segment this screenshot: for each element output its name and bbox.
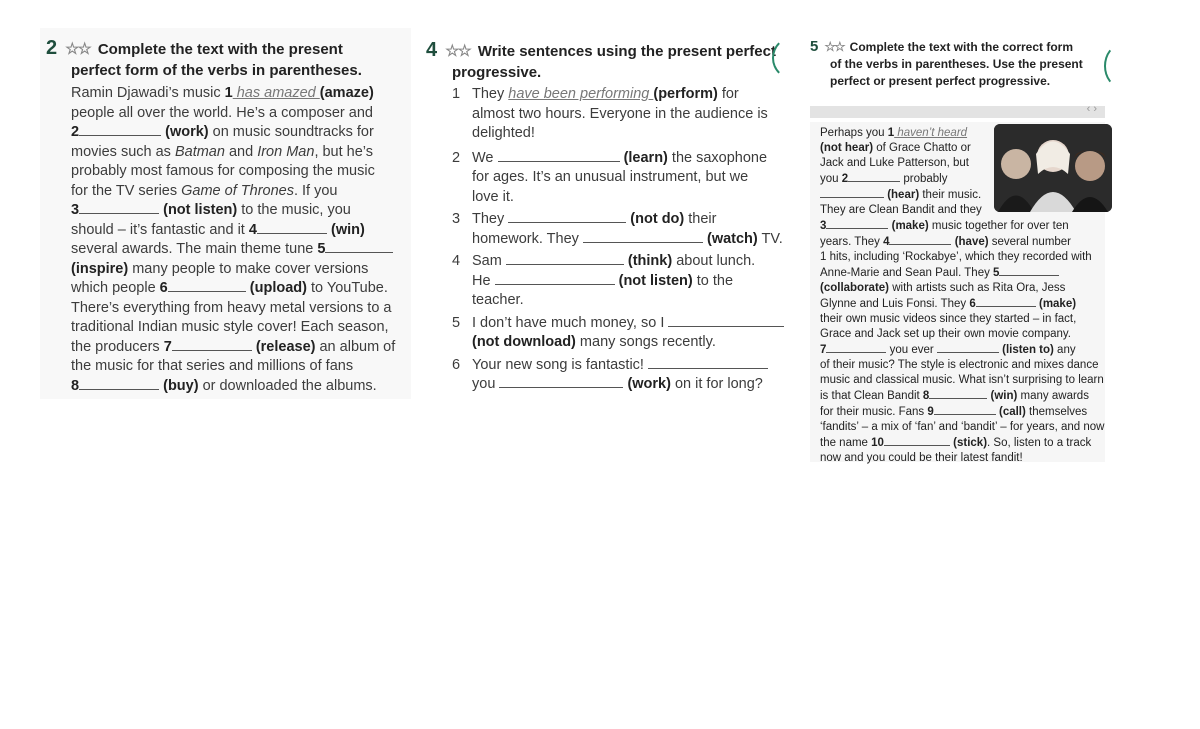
instruction: progressive.	[452, 64, 542, 81]
answer-blank[interactable]	[172, 338, 252, 351]
verb-prompt: (amaze)	[319, 85, 374, 101]
answer-blank[interactable]	[889, 234, 951, 245]
answer-blank[interactable]	[848, 171, 900, 182]
text: on it for long?	[670, 376, 763, 392]
text: several awards. The main theme tune	[71, 241, 318, 257]
item-number: 1	[887, 127, 895, 139]
answer-blank[interactable]	[79, 377, 159, 390]
text: or downloaded the albums.	[198, 377, 377, 394]
text: teacher.	[472, 292, 524, 308]
text: several number	[988, 236, 1072, 248]
answer-blank[interactable]	[934, 404, 996, 415]
verb-prompt: (not listen)	[163, 202, 238, 218]
text: Perhaps you	[820, 127, 888, 139]
exercise-number: 2	[46, 37, 58, 59]
answer-blank[interactable]	[826, 342, 886, 353]
text: TV.	[757, 230, 783, 247]
verb-prompt: (listen to)	[1002, 344, 1054, 356]
text: Ramin Djawadi’s music	[71, 85, 225, 101]
item-number: 4	[248, 221, 257, 238]
text: should – it’s fantastic and it	[71, 221, 249, 238]
exercise-5-heading	[810, 38, 1110, 90]
text: and	[224, 143, 258, 160]
text: people all over the world. He’s a composer and	[71, 104, 373, 121]
text: movies such as	[71, 143, 175, 160]
verb-prompt: (work)	[165, 124, 209, 140]
band-photo-illustration	[994, 124, 1112, 212]
list-item	[452, 314, 790, 353]
exercise-2-heading	[46, 38, 411, 81]
exercise-4-heading	[426, 40, 790, 83]
text: for	[717, 86, 739, 102]
list-item	[452, 85, 790, 144]
text: music together for over ten	[928, 220, 1069, 232]
answer-blank[interactable]	[79, 123, 161, 136]
answer-blank[interactable]	[884, 435, 950, 446]
text: homework. They	[472, 230, 583, 247]
reading-header-bar	[810, 103, 1105, 118]
instruction: Write sentences using the present perfect	[477, 43, 776, 60]
verb-prompt: (work)	[627, 376, 671, 392]
item-number: 1	[452, 86, 461, 102]
verb-prompt: (perform)	[653, 86, 718, 102]
item-number: 4	[452, 253, 461, 269]
exercise-4-items	[452, 85, 790, 395]
answer-blank[interactable]	[820, 187, 884, 198]
text: He	[472, 272, 495, 289]
text: Anne-Marie and Sean Paul. They	[820, 267, 994, 279]
verb-prompt: (make)	[1038, 298, 1077, 310]
exercise-5-panel	[800, 30, 1118, 464]
item-number: 9	[927, 406, 934, 418]
item-number: 8	[922, 390, 930, 402]
text: . If you	[293, 182, 338, 199]
verb-prompt: (not listen)	[618, 272, 693, 289]
text: They	[472, 211, 509, 227]
answer-blank[interactable]	[257, 221, 327, 234]
text: themselves	[1025, 406, 1088, 418]
verb-prompt: (stick)	[953, 437, 988, 449]
verb-prompt: (call)	[998, 406, 1026, 418]
text: delighted!	[472, 125, 535, 141]
text: you ever	[886, 344, 937, 356]
verb-prompt: (watch)	[706, 230, 758, 247]
item-number: 8	[71, 377, 80, 394]
instruction: Complete the text with the correct form	[849, 40, 1074, 54]
instruction: perfect or present perfect progressive.	[830, 74, 1051, 88]
title-text: Game of Thrones	[181, 182, 294, 199]
item-number: 5	[993, 267, 1000, 279]
answer-blank[interactable]	[668, 314, 784, 327]
text: the name	[820, 437, 872, 449]
chevron-nav-icon[interactable]: ‹ ›	[1086, 103, 1097, 115]
answer-blank[interactable]	[495, 272, 615, 285]
text: for the TV series	[71, 182, 182, 199]
text: for ages. It’s an unusual instrument, but we	[472, 169, 749, 185]
text: now and you could be their latest fandit!	[820, 452, 1023, 464]
text: their music.	[919, 189, 982, 201]
decorative-ring-icon	[1104, 44, 1138, 88]
text: I don’t have much money, so I	[472, 314, 669, 331]
list-item	[452, 149, 790, 208]
verb-prompt: (win)	[990, 390, 1018, 402]
item-number: 1	[224, 85, 233, 101]
text: for their music. Fans	[820, 406, 928, 418]
text: Glynne and Luis Fonsi. They	[820, 298, 970, 310]
instruction: perfect form of the verbs in parentheses.	[71, 62, 362, 79]
item-number: 7	[163, 338, 172, 355]
text: 1 hits, including ‘Rockabye’, which they recorded with	[820, 251, 1092, 263]
list-item	[452, 356, 790, 395]
text: They are Clean Bandit and they	[820, 204, 982, 216]
difficulty-stars-icon: ☆☆	[824, 39, 844, 54]
item-number: 3	[820, 220, 827, 232]
text: music and classical music. What isn’t surprising to learn	[820, 374, 1104, 386]
text: , but he’s	[314, 143, 374, 160]
item-number: 7	[820, 344, 827, 356]
answer-blank[interactable]	[498, 149, 620, 162]
text: is that Clean Bandit	[820, 390, 923, 402]
text: almost two hours. Everyone in the audience is	[472, 105, 768, 122]
text: probably	[900, 173, 948, 185]
verb-prompt: (win)	[330, 221, 365, 238]
text: to the music, you	[237, 202, 351, 218]
item-number: 6	[159, 280, 168, 296]
answer-blank[interactable]	[79, 201, 159, 214]
example-answer: have been performing	[508, 86, 654, 102]
text: years. They	[820, 236, 884, 248]
text: of Grace Chatto or	[873, 142, 971, 154]
answer-blank[interactable]	[583, 230, 703, 243]
instruction: of the verbs in parentheses. Use the present	[830, 57, 1083, 71]
item-number: 5	[452, 314, 461, 331]
item-number: 3	[452, 211, 461, 227]
item-number: 6	[452, 356, 461, 373]
item-number: 2	[452, 149, 461, 166]
verb-prompt: (buy)	[163, 377, 199, 394]
verb-prompt: (have)	[954, 236, 989, 248]
text: Your new song is fantastic!	[472, 356, 648, 373]
answer-blank[interactable]	[499, 375, 623, 388]
verb-prompt: (upload)	[249, 280, 307, 296]
text: the saxophone	[671, 149, 768, 166]
example-answer: has amazed	[232, 85, 320, 101]
text: many awards	[1017, 390, 1089, 402]
item-number: 5	[317, 241, 326, 257]
instruction: Complete the text with the present	[97, 41, 343, 58]
answer-blank[interactable]	[929, 388, 987, 399]
item-number: 4	[883, 236, 890, 248]
item-number: 2	[71, 124, 80, 140]
verb-prompt: (learn)	[623, 149, 668, 166]
verb-prompt: (release)	[255, 338, 316, 355]
verb-prompt: (inspire)	[71, 260, 129, 277]
exercise-number: 4	[426, 39, 438, 61]
answer-blank[interactable]	[168, 279, 246, 292]
verb-prompt: (not do)	[630, 211, 685, 227]
answer-blank[interactable]	[826, 218, 888, 229]
item-number: 2	[841, 173, 849, 185]
text: Sam	[472, 253, 506, 269]
exercise-2-text	[71, 84, 411, 396]
text: ‘fandits’ – a mix of ‘fan’ and ‘bandit’ – for years, and now	[820, 421, 1105, 433]
answer-blank[interactable]	[976, 296, 1036, 307]
answer-blank[interactable]	[508, 210, 626, 223]
text: any	[1053, 344, 1076, 356]
verb-prompt: (not download)	[472, 334, 576, 350]
list-item	[452, 210, 790, 249]
verb-prompt: (collaborate)	[820, 282, 890, 294]
text: which people	[71, 280, 160, 296]
text: about lunch.	[672, 253, 756, 269]
difficulty-stars-icon: ☆☆	[445, 43, 470, 60]
difficulty-stars-icon: ☆☆	[65, 41, 90, 58]
text: probably most famous for composing the music	[71, 163, 375, 179]
text: many people to make cover versions	[128, 260, 369, 277]
item-number: 3	[71, 202, 80, 218]
title-text: Iron Man	[257, 143, 315, 160]
answer-blank[interactable]	[999, 265, 1059, 276]
exercise-2-panel	[40, 28, 411, 399]
text: There’s everything from heavy metal versions to a	[71, 299, 392, 316]
text: you	[472, 376, 500, 392]
text: the music for that series and millions of fans	[71, 358, 354, 374]
list-item	[452, 252, 790, 311]
text: of their music? The style is electronic and mixes dance	[820, 359, 1099, 371]
text: Grace and Jack set up their own movie company.	[820, 328, 1071, 340]
text: with artists such as Rita Ora, Jess	[889, 282, 1066, 294]
answer-blank[interactable]	[506, 252, 624, 265]
band-photo	[994, 124, 1112, 212]
text: We	[472, 149, 498, 166]
text: to the	[692, 272, 734, 289]
text: the producers	[71, 338, 164, 355]
verb-prompt: (make)	[891, 220, 929, 232]
text: traditional Indian music style cover! Each season,	[71, 319, 389, 335]
text: They	[472, 86, 509, 102]
text: their	[684, 211, 717, 227]
item-number: 10	[871, 437, 884, 449]
answer-blank[interactable]	[325, 240, 393, 253]
verb-prompt: (not hear)	[820, 142, 874, 154]
answer-blank[interactable]	[648, 356, 768, 369]
answer-blank[interactable]	[937, 342, 999, 353]
text: Jack and Luke Patterson, but	[820, 157, 969, 169]
text: love it.	[472, 188, 514, 205]
text: to YouTube.	[306, 280, 388, 296]
text: you	[820, 173, 842, 185]
title-text: Batman	[174, 143, 225, 160]
text: on music soundtracks for	[208, 124, 374, 140]
text: their own music videos since they started – in fact,	[820, 313, 1077, 325]
text: an album of	[315, 338, 396, 355]
example-answer: haven’t heard	[894, 127, 968, 139]
verb-prompt: (think)	[627, 253, 673, 269]
exercise-number: 5	[810, 38, 819, 55]
text: . So, listen to a track	[987, 437, 1092, 449]
item-number: 6	[969, 298, 976, 310]
text: many songs recently.	[579, 334, 716, 350]
exercise-4-panel	[414, 30, 790, 392]
verb-prompt: (hear)	[887, 189, 920, 201]
